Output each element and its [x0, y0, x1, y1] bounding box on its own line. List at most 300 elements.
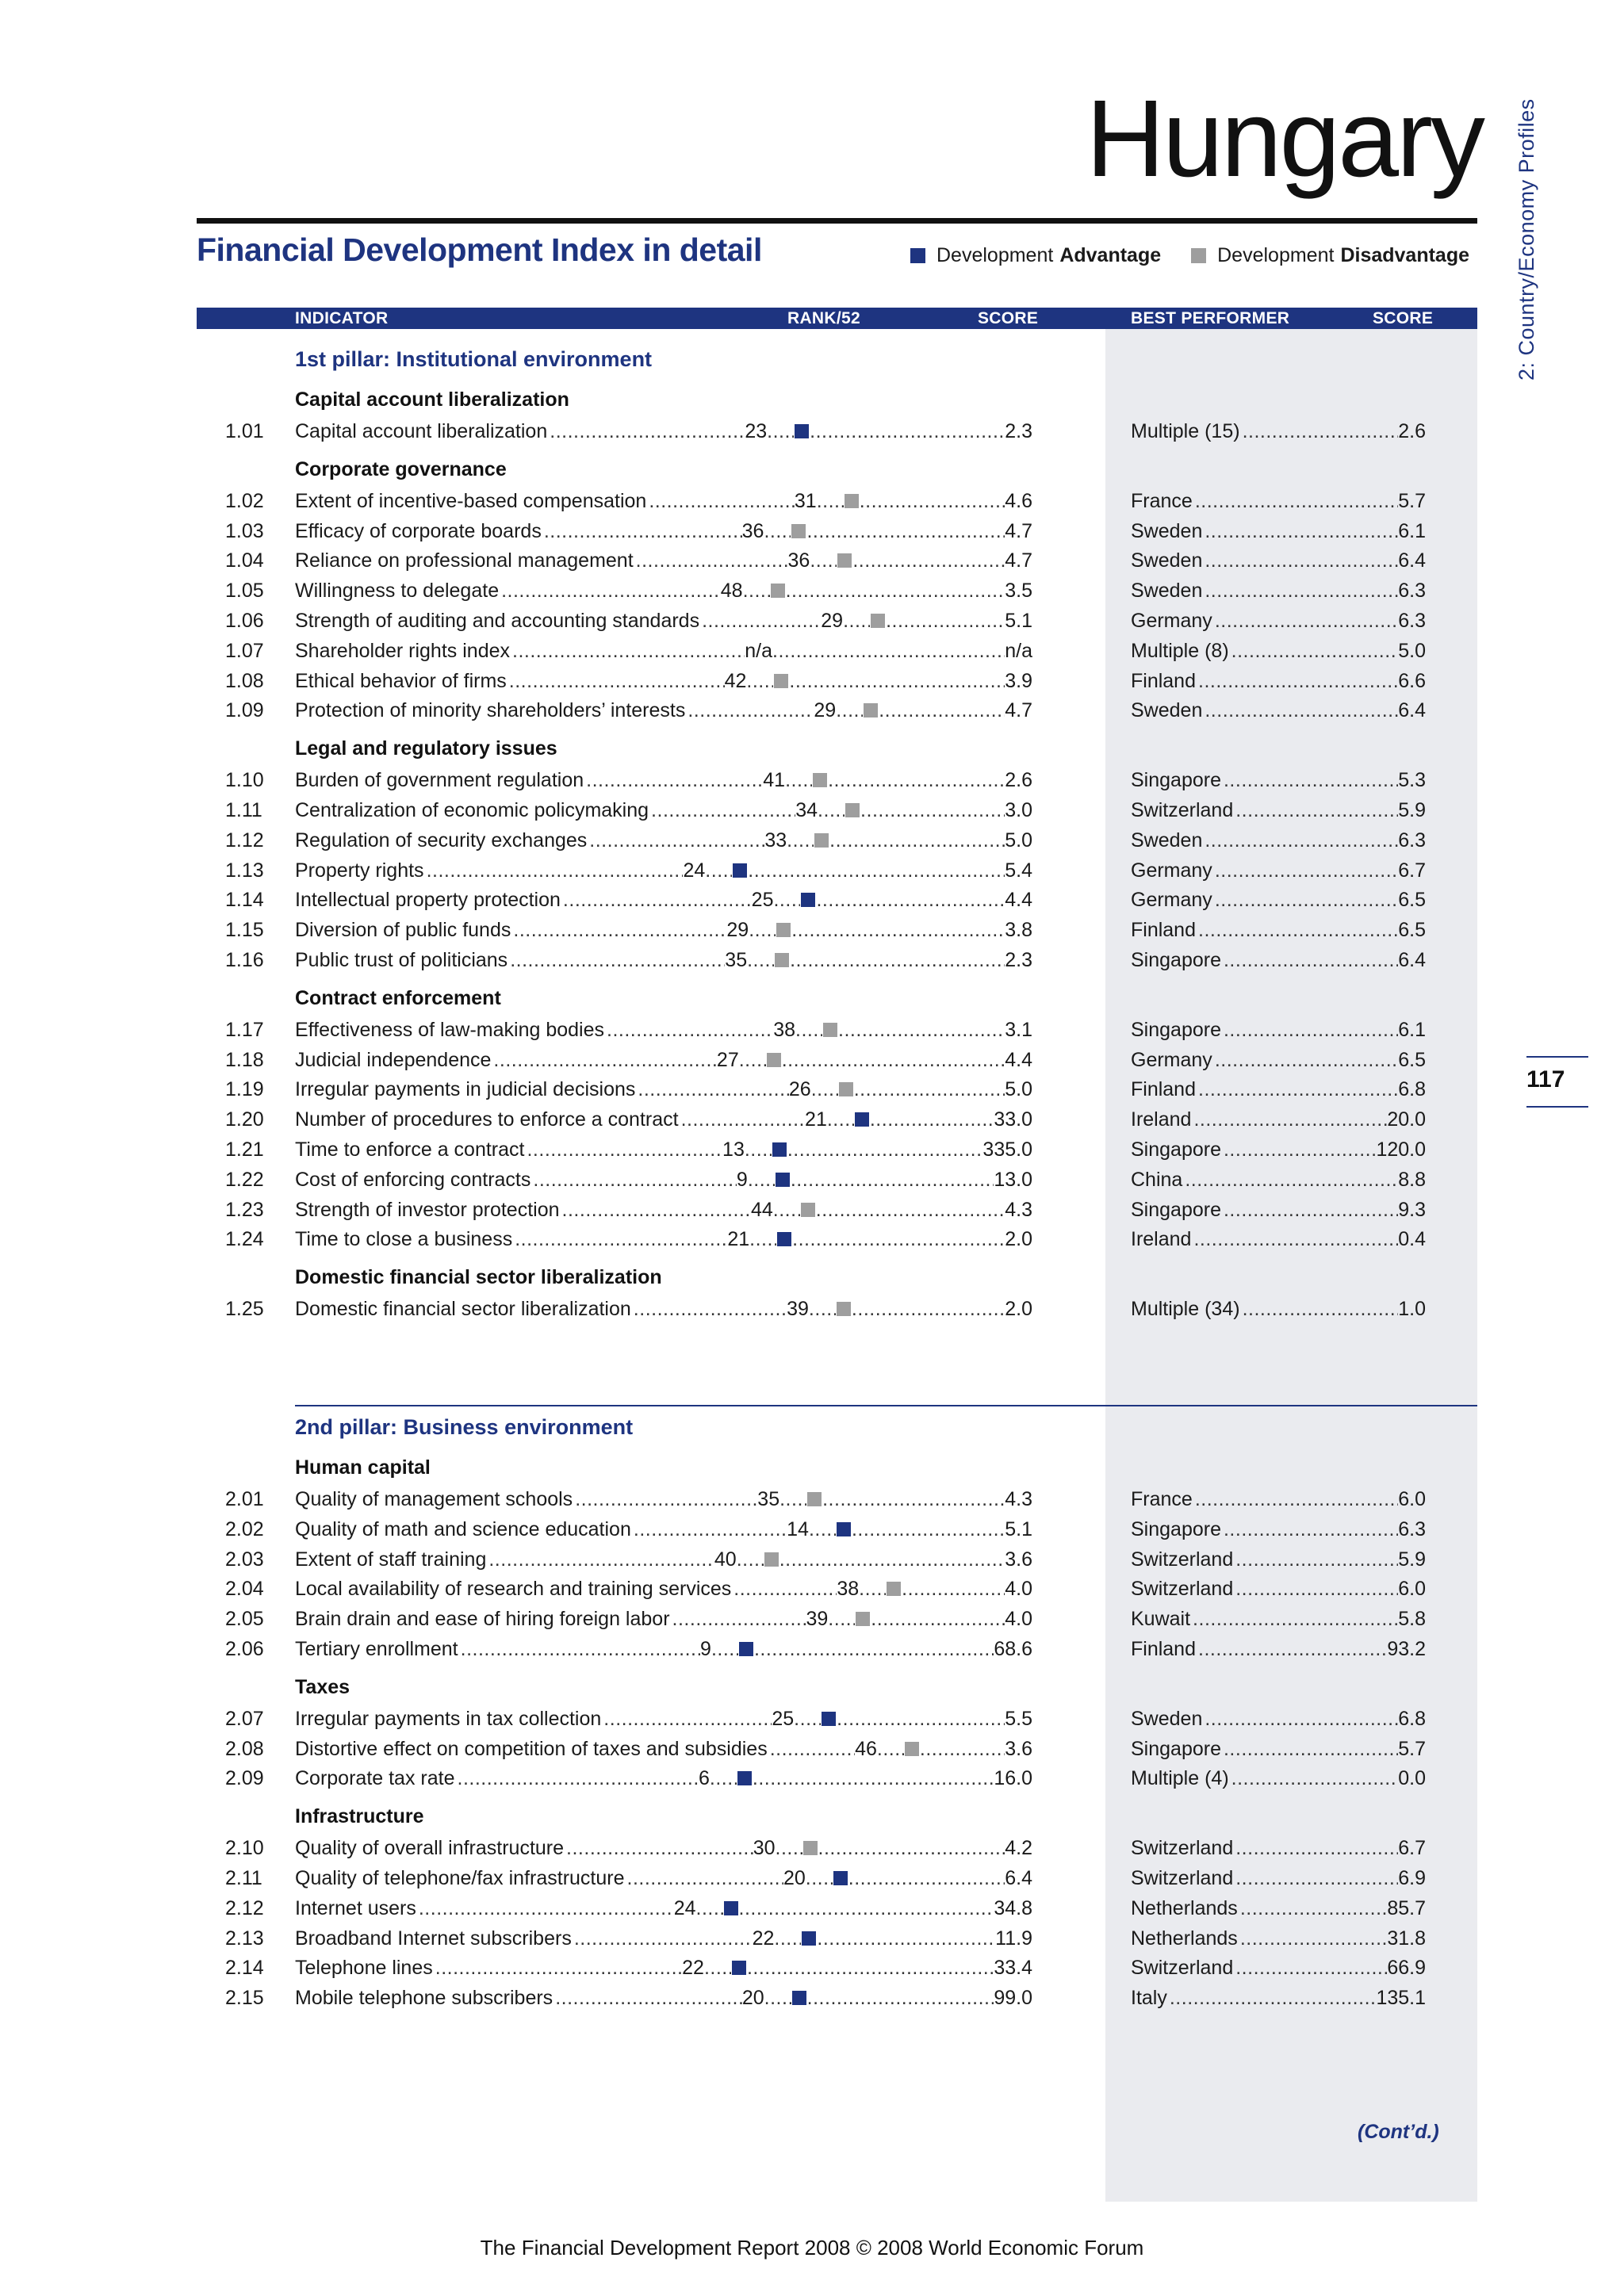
indicator-score: 4.3	[1005, 1488, 1032, 1510]
indicator-code: 1.09	[225, 699, 264, 722]
indicator-label: Local availability of research and training services	[295, 1578, 732, 1601]
leader-dots	[1235, 1954, 1387, 1982]
indicator-rank: 44	[750, 1198, 773, 1221]
leader-dots	[747, 946, 774, 974]
leader-dots	[779, 1545, 1005, 1574]
indicator-rank: 36	[741, 519, 764, 542]
best-performer	[1131, 1016, 1426, 1044]
best-performer-name: Finland	[1131, 1078, 1196, 1101]
indicator-main	[295, 607, 1032, 635]
indicator-code: 2.07	[225, 1707, 264, 1730]
leader-dots	[1235, 1575, 1398, 1603]
indicator-label: Extent of incentive-based compensation	[295, 489, 647, 512]
table-row	[0, 1864, 1624, 1892]
leader-dots	[764, 517, 791, 545]
table-row	[0, 637, 1624, 665]
indicator-label: Protection of minority shareholders’ interests	[295, 699, 686, 722]
leader-dots	[754, 1635, 994, 1663]
advantage-square-icon	[724, 1901, 738, 1915]
indicator-rank: 39	[787, 1298, 809, 1321]
pillar-title: 2nd pillar: Business environment	[295, 1415, 634, 1439]
indicator-rank: 21	[805, 1108, 827, 1131]
indicator-score: 2.0	[1005, 1228, 1032, 1251]
indicator-code: 1.15	[225, 919, 264, 942]
best-performer-score: 6.1	[1398, 519, 1426, 542]
indicator-main	[295, 1894, 1032, 1923]
indicator-score: 4.0	[1005, 1608, 1033, 1631]
best-performer-score: 6.8	[1398, 1078, 1426, 1101]
leader-dots	[854, 1075, 1005, 1104]
best-performer-name: Switzerland	[1131, 1867, 1234, 1889]
leader-dots	[607, 1016, 773, 1044]
disadvantage-square-icon	[887, 1582, 901, 1596]
leader-dots	[638, 1075, 789, 1104]
leader-dots	[787, 826, 814, 855]
best-performer	[1131, 1165, 1426, 1194]
best-performer-name: Singapore	[1131, 1198, 1221, 1221]
best-performer	[1131, 1834, 1426, 1862]
indicator-code: 2.02	[225, 1517, 264, 1540]
best-performer-score: 20.0	[1387, 1108, 1426, 1131]
indicator-rank: 14	[787, 1517, 809, 1540]
indicator-label: Extent of staff training	[295, 1548, 487, 1571]
leader-dots	[764, 1984, 791, 2012]
pillar-title: 1st pillar: Institutional environment	[295, 347, 653, 371]
indicator-label: Centralization of economic policymaking	[295, 799, 649, 821]
indicator-rank: 20	[741, 1987, 764, 2010]
leader-dots	[1243, 417, 1399, 446]
leader-dots	[711, 1635, 738, 1663]
best-performer	[1131, 1984, 1426, 2012]
table-row	[0, 1735, 1624, 1763]
indicator-rank: 30	[753, 1837, 776, 1860]
leader-dots	[1205, 826, 1398, 855]
indicator-code: 2.01	[225, 1488, 264, 1510]
indicator-label: Ethical behavior of firms	[295, 669, 507, 692]
leader-dots	[427, 856, 684, 885]
leader-dots	[1235, 1864, 1398, 1892]
leader-dots	[807, 1984, 994, 2012]
best-performer-name: Netherlands	[1131, 1896, 1238, 1919]
indicator-code: 1.23	[225, 1198, 264, 1221]
indicator-code: 1.18	[225, 1048, 264, 1071]
table-row	[0, 766, 1624, 794]
leader-dots	[789, 667, 1005, 695]
indicator-label: Reliance on professional management	[295, 549, 634, 572]
best-performer	[1131, 856, 1426, 885]
leader-dots	[1215, 856, 1398, 885]
best-performer	[1131, 1075, 1426, 1104]
best-performer-score: 6.3	[1398, 828, 1426, 851]
table-row	[0, 1764, 1624, 1793]
leader-dots	[1224, 1515, 1398, 1544]
disadvantage-square-icon	[823, 1023, 837, 1037]
best-performer-score: 6.5	[1398, 919, 1426, 942]
table-row	[0, 946, 1624, 974]
indicator-rank: 29	[821, 610, 844, 632]
indicator-rank: 24	[673, 1896, 696, 1919]
leader-dots	[1235, 796, 1398, 825]
leader-dots	[688, 696, 814, 725]
table-row	[0, 1196, 1624, 1224]
disadvantage-square-icon	[845, 494, 859, 508]
indicator-code: 1.14	[225, 889, 264, 912]
leader-dots	[705, 856, 732, 885]
leader-dots	[509, 667, 725, 695]
indicator-code: 2.11	[225, 1867, 262, 1889]
indicator-score: 3.1	[1005, 1018, 1032, 1041]
indicator-main	[295, 1864, 1032, 1892]
best-performer	[1131, 946, 1426, 974]
indicator-label: Property rights	[295, 859, 424, 882]
best-performer-name: France	[1131, 1488, 1193, 1510]
best-performer	[1131, 1864, 1426, 1892]
indicator-code: 1.17	[225, 1018, 264, 1041]
best-performer	[1131, 1954, 1426, 1982]
indicator-rank: 29	[814, 699, 837, 722]
leader-dots	[1205, 546, 1398, 575]
indicator-label: Quality of telephone/fax infrastructure	[295, 1867, 625, 1889]
best-performer-name: Italy	[1131, 1987, 1167, 2010]
indicator-code: 1.22	[225, 1168, 264, 1191]
header-rank: RANK/52	[787, 309, 860, 327]
indicator-score: 4.4	[1005, 889, 1032, 912]
leader-dots	[1224, 766, 1398, 794]
indicator-code: 1.02	[225, 489, 264, 512]
leader-dots	[747, 1954, 994, 1982]
best-performer	[1131, 1135, 1426, 1164]
indicator-main	[295, 946, 1032, 974]
table-row	[0, 1515, 1624, 1544]
indicator-score: 13.0	[994, 1168, 1033, 1191]
disadvantage-square-icon	[905, 1742, 919, 1756]
indicator-code: 2.13	[225, 1927, 264, 1950]
leader-dots	[1215, 607, 1398, 635]
leader-dots	[1195, 487, 1398, 515]
best-performer	[1131, 517, 1426, 545]
leader-dots	[791, 1165, 994, 1194]
leader-dots	[739, 1046, 766, 1074]
leader-dots	[811, 1075, 838, 1104]
leader-dots	[749, 1225, 776, 1253]
leader-dots	[1198, 1635, 1387, 1663]
leader-dots	[563, 886, 752, 914]
best-performer-score: 0.0	[1398, 1767, 1426, 1790]
best-performer	[1131, 1575, 1426, 1603]
leader-dots	[1205, 517, 1398, 545]
best-performer-name: Ireland	[1131, 1108, 1192, 1131]
leader-dots	[488, 1545, 714, 1574]
leader-dots	[1224, 1196, 1398, 1224]
table-row	[0, 886, 1624, 914]
best-performer-name: Multiple (15)	[1131, 420, 1240, 442]
leader-dots	[513, 916, 726, 944]
leader-dots	[1198, 667, 1398, 695]
indicator-main	[295, 1016, 1032, 1044]
best-performer-name: Singapore	[1131, 769, 1221, 792]
indicator-score: 16.0	[994, 1767, 1033, 1790]
leader-dots	[510, 946, 725, 974]
leader-dots	[574, 1924, 753, 1953]
indicator-score: 3.8	[1005, 919, 1032, 942]
leader-dots	[767, 417, 794, 446]
leader-dots	[636, 546, 788, 575]
best-performer-score: 6.7	[1398, 1837, 1426, 1860]
indicator-main	[295, 1834, 1032, 1862]
leader-dots	[1198, 916, 1398, 944]
best-performer-score: 135.1	[1376, 1987, 1426, 2010]
leader-dots	[810, 546, 837, 575]
best-performer-score: 6.0	[1398, 1488, 1426, 1510]
indicator-label: Corporate tax rate	[295, 1767, 455, 1790]
group-title: Human capital	[295, 1456, 431, 1479]
best-performer-name: China	[1131, 1168, 1183, 1191]
leader-dots	[1235, 1834, 1398, 1862]
legend-dis-prefix: Development	[1217, 244, 1335, 266]
advantage-square-icon	[802, 1931, 816, 1946]
advantage-square-icon	[795, 424, 809, 438]
disadvantage-square-icon	[807, 1492, 822, 1506]
indicator-code: 2.03	[225, 1548, 264, 1571]
advantage-square-icon	[772, 1142, 787, 1157]
best-performer-score: 6.6	[1398, 669, 1426, 692]
best-performer-name: Switzerland	[1131, 1548, 1234, 1571]
disadvantage-square-icon	[837, 553, 852, 568]
best-performer	[1131, 916, 1426, 944]
header-best-score: SCORE	[1373, 309, 1434, 327]
best-performer-score: 2.6	[1398, 420, 1426, 442]
leader-dots	[827, 1105, 854, 1134]
indicator-code: 1.20	[225, 1108, 264, 1131]
leader-dots	[791, 916, 1005, 944]
leader-dots	[672, 1605, 806, 1633]
best-performer	[1131, 1046, 1426, 1074]
indicator-main	[295, 1485, 1032, 1513]
indicator-score: 11.9	[995, 1927, 1032, 1950]
indicator-rank: 22	[752, 1927, 775, 1950]
leader-dots	[748, 1165, 775, 1194]
leader-dots	[836, 696, 863, 725]
leader-dots	[848, 1864, 1005, 1892]
indicator-main	[295, 546, 1032, 575]
indicator-score: 5.5	[1005, 1707, 1032, 1730]
best-performer-score: 120.0	[1376, 1138, 1426, 1161]
header-best-performer: BEST PERFORMER	[1131, 309, 1290, 327]
leader-dots	[1231, 637, 1399, 665]
best-performer-name: Kuwait	[1131, 1608, 1191, 1631]
best-performer	[1131, 417, 1426, 446]
best-performer	[1131, 1605, 1426, 1633]
leader-dots	[550, 417, 745, 446]
leader-dots	[782, 1046, 1005, 1074]
best-performer-score: 5.9	[1398, 1548, 1426, 1571]
indicator-code: 2.10	[225, 1837, 264, 1860]
indicator-rank: 24	[683, 859, 706, 882]
indicator-rank: 33	[764, 828, 787, 851]
best-performer-name: France	[1131, 489, 1193, 512]
group-title: Legal and regulatory issues	[295, 737, 557, 760]
best-performer-name: Switzerland	[1131, 1837, 1234, 1860]
best-performer-name: Netherlands	[1131, 1927, 1238, 1950]
best-performer-score: 6.0	[1398, 1578, 1426, 1601]
leader-dots	[828, 766, 1005, 794]
indicator-rank: 26	[788, 1078, 811, 1101]
table-row	[0, 417, 1624, 446]
best-performer-name: Finland	[1131, 669, 1196, 692]
leader-dots	[1195, 1485, 1398, 1513]
best-performer	[1131, 1894, 1426, 1923]
indicator-main	[295, 1545, 1032, 1574]
indicator-main	[295, 417, 1032, 446]
leader-dots	[515, 1225, 727, 1253]
leader-dots	[527, 1135, 722, 1164]
best-performer-name: Finland	[1131, 919, 1196, 942]
indicator-score: 3.6	[1005, 1548, 1032, 1571]
advantage-square-icon	[777, 1232, 791, 1246]
best-performer-score: 6.9	[1398, 1867, 1426, 1889]
indicator-code: 2.08	[225, 1737, 264, 1760]
leader-dots	[860, 487, 1005, 515]
indicator-code: 1.03	[225, 519, 264, 542]
leader-dots	[776, 1834, 802, 1862]
indicator-main	[295, 1225, 1032, 1253]
best-performer-name: Sweden	[1131, 1707, 1203, 1730]
indicator-main	[295, 1764, 1032, 1793]
legend-adv-strong: Advantage	[1059, 244, 1162, 266]
indicator-label: Broadband Internet subscribers	[295, 1927, 572, 1950]
table-row	[0, 1894, 1624, 1923]
disadvantage-square-icon	[845, 803, 860, 817]
indicator-label: Quality of management schools	[295, 1488, 573, 1510]
legend-adv-prefix: Development	[936, 244, 1054, 266]
leader-dots	[512, 637, 745, 665]
best-performer-score: 6.3	[1398, 1517, 1426, 1540]
leader-dots	[772, 637, 1005, 665]
indicator-label: Intellectual property protection	[295, 889, 561, 912]
best-performer-score: 6.1	[1398, 1018, 1426, 1041]
indicator-label: Willingness to delegate	[295, 580, 500, 603]
best-performer-score: 5.8	[1398, 1608, 1426, 1631]
indicator-main	[295, 1075, 1032, 1104]
disadvantage-square-icon	[764, 1552, 779, 1567]
leader-dots	[575, 1485, 757, 1513]
best-performer-score: 93.2	[1387, 1638, 1426, 1660]
indicator-main	[295, 1196, 1032, 1224]
indicator-rank: 46	[855, 1737, 877, 1760]
indicator-score: 33.4	[994, 1957, 1032, 1980]
best-performer-name: Ireland	[1131, 1228, 1192, 1251]
disadvantage-square-icon	[839, 1082, 853, 1096]
leader-dots	[746, 667, 773, 695]
best-performer-name: Sweden	[1131, 519, 1203, 542]
leader-dots	[859, 1575, 886, 1603]
best-performer	[1131, 1545, 1426, 1574]
indicator-code: 1.06	[225, 610, 264, 632]
indicator-score: 2.6	[1005, 769, 1032, 792]
best-performer-score: 8.8	[1398, 1168, 1426, 1191]
leader-dots	[1240, 1894, 1388, 1923]
indicator-score: 2.3	[1005, 420, 1032, 442]
leader-dots	[748, 856, 1005, 885]
best-performer-name: Switzerland	[1131, 1578, 1234, 1601]
leader-dots	[773, 886, 800, 914]
indicator-score: 4.3	[1005, 1198, 1032, 1221]
advantage-square-icon	[822, 1712, 836, 1726]
advantage-square-icon	[837, 1522, 851, 1536]
indicator-main	[295, 1605, 1032, 1633]
leader-dots	[544, 517, 742, 545]
indicator-main	[295, 487, 1032, 515]
best-performer	[1131, 576, 1426, 605]
indicator-score: 2.3	[1005, 949, 1032, 971]
leader-dots	[817, 487, 844, 515]
leader-dots	[822, 1485, 1005, 1513]
best-performer	[1131, 607, 1426, 635]
indicator-rank: 38	[773, 1018, 796, 1041]
indicator-rank: 34	[795, 799, 818, 821]
leader-dots	[1224, 1735, 1398, 1763]
leader-dots	[774, 1924, 801, 1953]
indicator-score: 4.2	[1005, 1837, 1032, 1860]
leader-dots	[817, 1924, 995, 1953]
indicator-score: 3.9	[1005, 669, 1032, 692]
indicator-main	[295, 517, 1032, 545]
leader-dots	[743, 576, 770, 605]
header-score: SCORE	[978, 309, 1039, 327]
indicator-rank: 36	[787, 549, 810, 572]
indicator-score: 4.7	[1005, 519, 1032, 542]
side-section-label: 2: Country/Economy Profiles	[1515, 98, 1538, 381]
leader-dots	[533, 1165, 737, 1194]
indicator-rank: 31	[794, 489, 817, 512]
best-performer	[1131, 1635, 1426, 1663]
leader-dots	[828, 1605, 855, 1633]
leader-dots	[733, 1575, 837, 1603]
best-performer-score: 6.5	[1398, 1048, 1426, 1071]
group-title: Contract enforcement	[295, 986, 501, 1009]
indicator-score: 5.4	[1005, 859, 1032, 882]
page-number: 117	[1526, 1066, 1565, 1093]
group-title: Corporate governance	[295, 457, 507, 480]
leader-dots	[816, 886, 1005, 914]
leader-dots	[501, 576, 721, 605]
best-performer-score: 6.3	[1398, 610, 1426, 632]
leader-dots	[1224, 1135, 1376, 1164]
best-performer-name: Singapore	[1131, 1018, 1221, 1041]
advantage-square-icon	[792, 1991, 806, 2005]
indicator-label: Strength of investor protection	[295, 1198, 560, 1221]
indicator-rank: 13	[722, 1138, 745, 1161]
table-row	[0, 1485, 1624, 1513]
indicator-rank: 41	[763, 769, 786, 792]
indicator-main	[295, 1735, 1032, 1763]
indicator-score: 3.5	[1005, 580, 1032, 603]
indicator-main	[295, 1705, 1032, 1733]
leader-dots	[843, 607, 870, 635]
indicator-main	[295, 856, 1032, 885]
indicator-rank: 42	[724, 669, 747, 692]
group-title: Taxes	[295, 1675, 350, 1698]
best-performer-score: 6.8	[1398, 1707, 1426, 1730]
group-title: Infrastructure	[295, 1805, 424, 1828]
best-performer	[1131, 796, 1426, 825]
indicator-main	[295, 1165, 1032, 1194]
best-performer	[1131, 826, 1426, 855]
leader-dots	[702, 607, 821, 635]
indicator-code: 1.13	[225, 859, 264, 882]
indicator-label: Burden of government regulation	[295, 769, 584, 792]
group-title: Domestic financial sector liberalization	[295, 1266, 662, 1289]
